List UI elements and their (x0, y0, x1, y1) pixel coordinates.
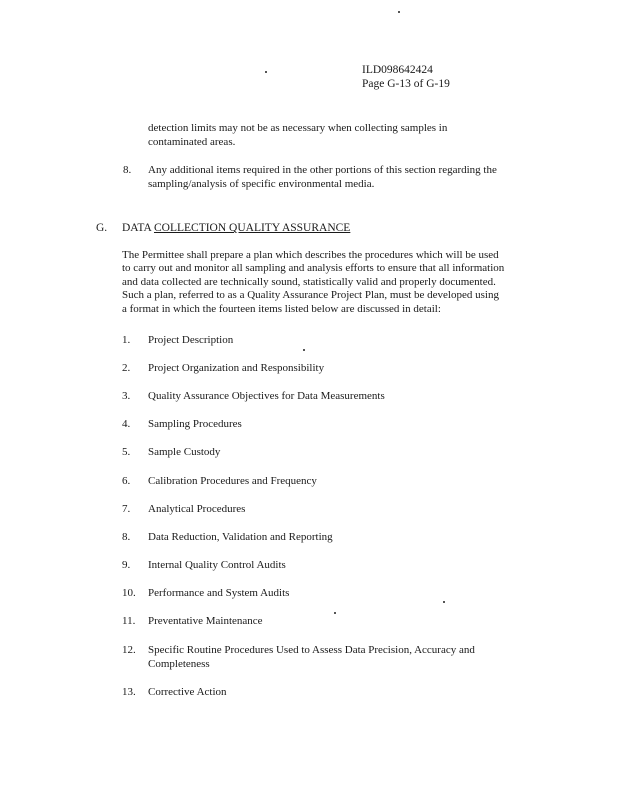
paragraph-line-5: a format in which the fourteen items listed below are discussed in detail: (122, 302, 441, 315)
section-letter: G. (96, 222, 108, 234)
list-item-2-text: Project Organization and Responsibility (148, 362, 325, 374)
list-item-5-text: Sample Custody (148, 446, 221, 458)
section-paragraph (122, 249, 552, 316)
list-item-6-text: Calibration Procedures and Frequency (148, 475, 317, 487)
document-id: ILD098642424 (362, 64, 433, 76)
list-item-8-number: 8. (122, 531, 131, 543)
continued-line-1: detection limits may not be as necessary when collecting samples in (148, 122, 448, 134)
list-item-1-text: Project Description (148, 334, 234, 346)
list-item-4-number: 4. (122, 418, 131, 430)
list-item-3-text: Quality Assurance Objectives for Data Measurements (148, 390, 385, 402)
scan-speck (398, 11, 400, 13)
scan-speck (334, 612, 336, 614)
list-item-10-number: 10. (122, 587, 136, 599)
paragraph-line-2: to carry out and monitor all sampling and analysis efforts to ensure that all information (122, 262, 505, 275)
prev-item-8-line-2: sampling/analysis of specific environmental media. (148, 178, 375, 190)
paragraph-line-3: and data collected are technically sound, statistically valid and properly documented. (122, 275, 496, 288)
list-item-2-number: 2. (122, 362, 131, 374)
continued-line-2: contaminated areas. (148, 136, 236, 148)
list-item-4-text: Sampling Procedures (148, 418, 242, 430)
list-item-5-number: 5. (122, 446, 131, 458)
prev-item-8-number: 8. (123, 164, 132, 176)
list-item-13-number: 13. (122, 686, 136, 698)
list-item-8-text: Data Reduction, Validation and Reporting (148, 531, 333, 543)
paragraph-line-1: The Permittee shall prepare a plan which describes the procedures which will be used (122, 249, 499, 261)
list-item-7-text: Analytical Procedures (148, 503, 246, 515)
list-item-13-text: Corrective Action (148, 686, 227, 698)
list-item-6-number: 6. (122, 475, 131, 487)
list-item-9-number: 9. (122, 559, 131, 571)
section-title (122, 221, 350, 235)
list-item-11-number: 11. (122, 615, 136, 627)
list-item-1-number: 1. (122, 334, 131, 346)
list-item-9-text: Internal Quality Control Audits (148, 559, 286, 571)
section-title-underlined: COLLECTION QUALITY ASSURANCE (153, 222, 351, 234)
list-item-11-text: Preventative Maintenance (148, 615, 263, 627)
list-item-12-text: Specific Routine Procedures Used to Assess Data Precision, Accuracy and (148, 644, 475, 656)
section-title-first: DATA (122, 222, 154, 234)
page-number: Page G-13 of G-19 (362, 78, 450, 90)
scan-speck (303, 349, 305, 351)
list-item-10-text: Performance and System Audits (148, 587, 290, 599)
scan-speck (443, 601, 445, 603)
prev-item-8-line-1: Any additional items required in the other portions of this section regarding the (148, 164, 497, 176)
list-item-7-number: 7. (122, 503, 131, 515)
scan-speck (265, 71, 267, 73)
list-item-3-number: 3. (122, 390, 131, 402)
list-item-12-text-continued: Completeness (148, 658, 210, 670)
list-item-12-number: 12. (122, 644, 136, 656)
paragraph-line-4: Such a plan, referred to as a Quality Assurance Project Plan, must be developed using (122, 289, 499, 302)
